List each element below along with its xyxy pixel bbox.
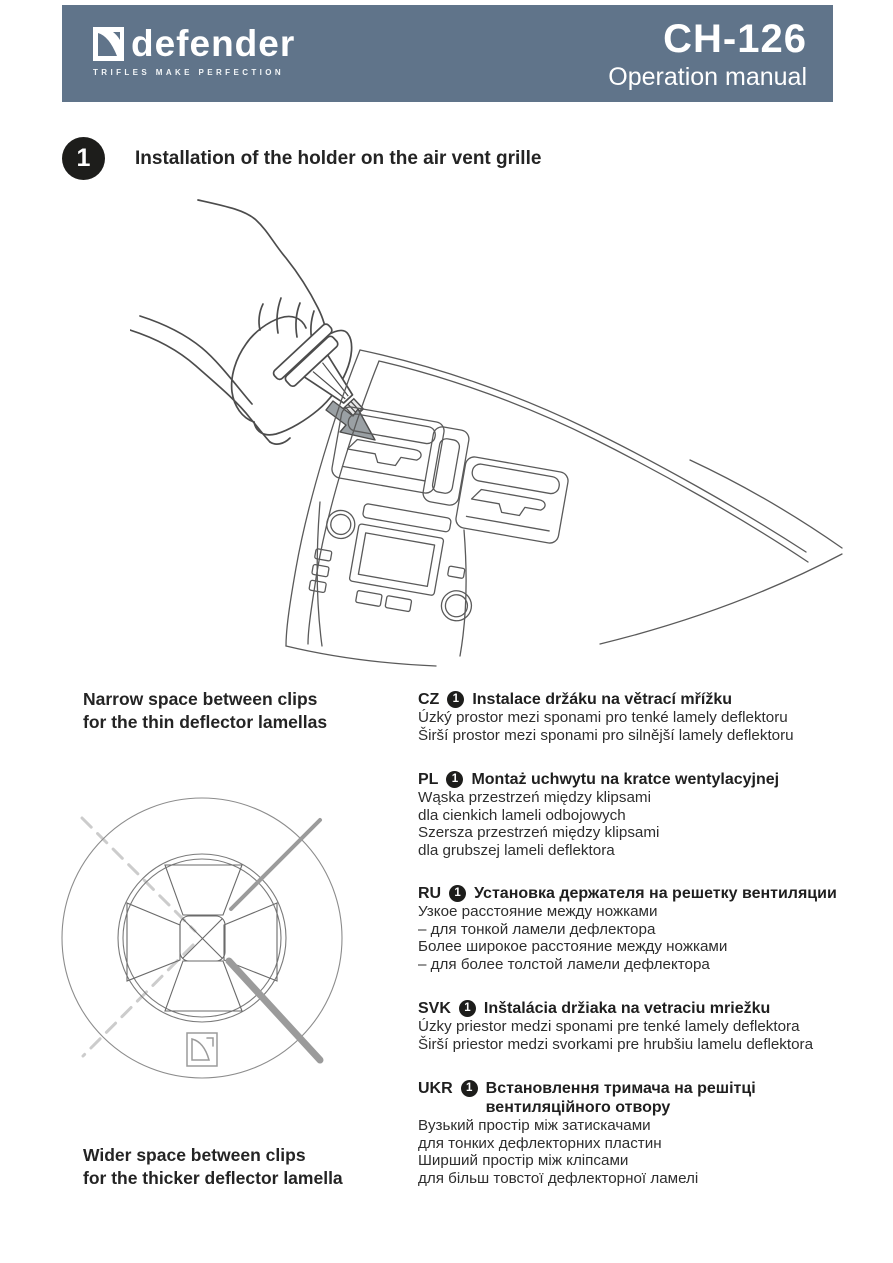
thick-lamella-line-lower xyxy=(229,961,320,1060)
lang-label: CZ xyxy=(418,691,440,708)
section-line: для більш товстої дефлекторної ламелі xyxy=(418,1169,699,1187)
caption-line: Wider space between clips xyxy=(83,1145,306,1165)
section-line: dla grubszej lameli deflektora xyxy=(418,841,615,859)
section-line: Širší priestor medzi svorkami pre hrubšiu lamelu deflektora xyxy=(418,1035,814,1053)
section-title: Встановлення тримача на решітці вентиляційного отвору xyxy=(485,1080,756,1116)
section-line: Более широкое расстояние между ножками xyxy=(418,938,728,956)
lang-label: PL xyxy=(418,771,439,788)
step-number-badge: 1 xyxy=(62,137,105,180)
section-pl xyxy=(418,770,873,859)
section-line: Úzký prostor mezi sponami pro tenké lamely deflektoru xyxy=(418,709,788,726)
step-title: Installation of the holder on the air vent grille xyxy=(135,148,542,169)
section-title: Установка держателя на решетку вентиляции xyxy=(474,885,837,902)
manual-subtitle: Operation manual xyxy=(608,63,807,91)
defender-logo-mark xyxy=(187,1033,217,1066)
section-title: Inštalácia držiaka na vetraciu mriežku xyxy=(483,1000,771,1017)
section-line: Širší prostor mezi sponami pro silnější lamely deflektoru xyxy=(418,726,794,744)
caption-line: for the thicker deflector lamella xyxy=(83,1168,343,1188)
installation-illustration xyxy=(130,198,850,678)
lang-label: SVK xyxy=(418,1000,451,1017)
section-cz xyxy=(418,690,873,744)
section-line: Szersza przestrzeń między klipsami xyxy=(418,824,660,842)
step-number-badge-small: 1 xyxy=(449,885,466,902)
defender-sail-glyph xyxy=(93,27,124,61)
section-line: Wąska przestrzeń między klipsami xyxy=(418,789,651,806)
logo-tagline: TRIFLES MAKE PERFECTION xyxy=(93,68,285,77)
product-model: CH-126 xyxy=(663,17,807,61)
section-ukr xyxy=(418,1079,873,1187)
defender-sail-icon xyxy=(93,27,124,61)
section-svk xyxy=(418,999,873,1053)
section-line: Ширший простір між кліпсами xyxy=(418,1152,629,1170)
lang-label: UKR xyxy=(418,1080,453,1097)
section-title: Montaż uchwytu na kratce wentylacyjnej xyxy=(471,771,780,788)
thick-lamella-line xyxy=(231,820,320,909)
section-line: Úzky priestor medzi sponami pre tenké lamely deflektora xyxy=(418,1018,800,1035)
caption-line: Narrow space between clips xyxy=(83,689,318,709)
header-banner xyxy=(62,5,833,102)
section-line: Узкое расстояние между ножками xyxy=(418,903,658,920)
caption-line: for the thin deflector lamellas xyxy=(83,712,328,732)
section-ru xyxy=(418,884,873,973)
step-number-badge-small: 1 xyxy=(461,1080,478,1097)
section-title: Instalace držáku na větrací mřížku xyxy=(472,691,732,708)
hand-line-art xyxy=(130,200,352,444)
lang-label: RU xyxy=(418,885,442,902)
dashboard-line-art xyxy=(286,350,842,666)
step-number-badge-small: 1 xyxy=(447,691,464,708)
logo-wordmark: defender xyxy=(131,23,296,64)
thin-lamella-line xyxy=(82,818,195,931)
caption-wider-space xyxy=(83,1144,413,1190)
clip-spacing-diagram xyxy=(55,783,350,1095)
section-line: Вузький простір між затискачами xyxy=(418,1117,651,1134)
step-number-badge-small: 1 xyxy=(446,771,463,788)
section-line: dla cienkich lameli odbojowych xyxy=(418,806,626,824)
defender-logo xyxy=(93,23,296,77)
step-number-badge-small: 1 xyxy=(459,1000,476,1017)
section-line: – для тонкой ламели дефлектора xyxy=(418,920,656,938)
section-line: – для более толстой ламели дефлектора xyxy=(418,955,710,973)
section-line: для тонких дефлекторних пластин xyxy=(418,1134,662,1152)
caption-narrow-space xyxy=(83,688,413,734)
